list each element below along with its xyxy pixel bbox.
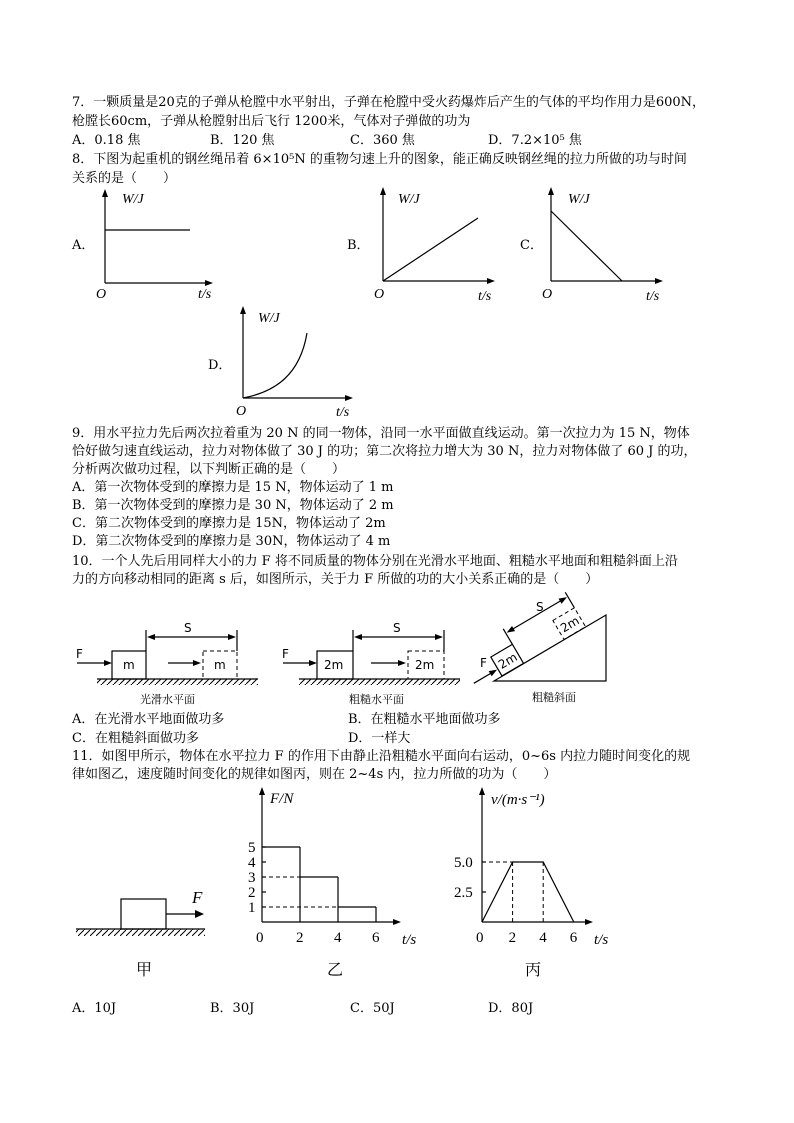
graph-c-ylabel: W/J xyxy=(568,192,590,207)
f-t-ytick-label-3: 3 xyxy=(248,870,256,886)
q9-line1: 9．用水平拉力先后两次拉着重为 20 N 的同一物体，沿同一水平面做直线运动。第一次拉力为 15 N，物体 xyxy=(72,426,690,441)
q10-line2: 力的方向移动相同的距离 s 后，如图所示，关于力 F 所做的功的大小关系正确的是（ ） xyxy=(72,572,599,587)
q7-option-b: B．120 焦 xyxy=(210,133,275,148)
q9-option-b: B．第一次物体受到的摩擦力是 30 N，物体运动了 2 m xyxy=(72,498,394,513)
block-2m-start-label: 2m xyxy=(324,658,344,672)
v-t-xtick-label-4: 4 xyxy=(539,930,547,946)
q8-option-c: C． xyxy=(520,238,543,253)
chart-v-t-xlabel: t/s xyxy=(594,932,609,948)
q8-line2: 关系的是（ ） xyxy=(72,171,177,186)
force-label-rough: F xyxy=(282,647,289,661)
q7-option-c: C．360 焦 xyxy=(350,133,415,148)
v-t-xtick-label-2: 2 xyxy=(508,930,517,946)
chart-f-t-y-arrow xyxy=(259,787,265,795)
force-arrowhead-jia xyxy=(195,910,204,918)
q9-option-a: A．第一次物体受到的摩擦力是 15 N，物体运动了 1 m xyxy=(72,480,394,495)
v-t-ytick-label-5.0: 5.0 xyxy=(454,855,473,871)
graph-a-origin: O xyxy=(96,287,107,302)
force-label-smooth: F xyxy=(76,647,83,661)
q7-option-d: D．7.2×10⁵ 焦 xyxy=(488,133,582,148)
q11-option-c: C．50J xyxy=(350,1001,395,1016)
q10-option-d: D．一样大 xyxy=(348,731,411,746)
chart-v-t-x-arrow xyxy=(585,919,593,925)
block-m-start-label: m xyxy=(123,658,135,672)
q8-option-d: D． xyxy=(208,358,232,373)
graph-d-origin: O xyxy=(236,404,247,419)
force-label-jia: F xyxy=(192,888,203,907)
q9-option-d: D．第二次物体受到的摩擦力是 30N，物体运动了 4 m xyxy=(72,534,391,549)
chart-v-t xyxy=(454,787,608,979)
f-t-xtick-label-4: 4 xyxy=(334,930,342,946)
graph-d-ylabel: W/J xyxy=(258,311,280,326)
graph-a-xlabel: t/s xyxy=(198,287,212,302)
dist-label-smooth: S xyxy=(184,621,192,635)
ground-hatch-jia xyxy=(76,929,205,936)
q11-option-a: A．10J xyxy=(72,1001,117,1016)
q7-option-a: A．0.18 焦 xyxy=(72,133,141,148)
incline-force-label: F xyxy=(480,656,487,670)
block-m-end-label: m xyxy=(214,658,226,672)
graph-b-origin: O xyxy=(374,287,385,302)
caption-rough: 粗糙水平面 xyxy=(349,693,404,706)
q11-option-d: D．80J xyxy=(488,1001,534,1016)
v-t-series-line xyxy=(482,862,574,922)
chart-f-t-x-arrow xyxy=(393,919,401,925)
f-t-xtick-label-2: 2 xyxy=(296,930,304,946)
v-t-xtick-label-6: 6 xyxy=(569,930,578,946)
f-t-xtick-label-6: 6 xyxy=(372,930,380,946)
chart-v-t-y-arrow xyxy=(479,787,485,795)
graph-c-origin: O xyxy=(542,287,553,302)
q9-option-c: C．第二次物体受到的摩擦力是 15N，物体运动了 2m xyxy=(72,516,386,531)
q10-option-c: C．在粗糙斜面做功多 xyxy=(72,731,199,746)
graph-b-ylabel: W/J xyxy=(398,192,420,207)
caption-incline: 粗糙斜面 xyxy=(532,691,576,704)
q10-option-a: A．在光滑水平地面做功多 xyxy=(72,712,225,727)
graph-a-ylabel: W/J xyxy=(122,192,144,207)
block-jia xyxy=(121,899,166,929)
q8-option-b: B． xyxy=(347,238,370,253)
f-t-ytick-label-2: 2 xyxy=(248,885,256,901)
q8-option-a: A． xyxy=(72,238,95,253)
caption-smooth: 光滑水平面 xyxy=(140,693,195,706)
graph-d-xlabel: t/s xyxy=(336,405,350,420)
label-jia: 甲 xyxy=(136,960,153,979)
incline-dist-label: S xyxy=(536,600,544,614)
graph-b-xlabel: t/s xyxy=(478,289,492,304)
block-2m-incline-end-label: 2m xyxy=(557,613,582,636)
q11-fig-jia xyxy=(76,888,205,979)
q9-line2: 恰好做匀速直线运动，拉力对物体做了 30 J 的功；第二次将拉力增大为 30 N，拉力对物体做了 60 J 的功， xyxy=(72,444,697,459)
q10-option-b: B．在粗糙水平地面做功多 xyxy=(348,712,501,727)
v-t-ytick-label-2.5: 2.5 xyxy=(454,885,473,901)
q11-line1: 11．如图甲所示，物体在水平拉力 F 的作用下由静止沿粗糙水平面向右运动，0~6s 内拉力随时间变化的规 xyxy=(72,749,691,764)
label-yi: 乙 xyxy=(327,960,344,979)
f-t-ytick-label-5: 5 xyxy=(248,840,256,856)
graph-c-xlabel: t/s xyxy=(646,289,660,304)
block-2m-incline-start-label: 2m xyxy=(495,650,520,672)
q7-line1: 7．一颗质量是20克的子弹从枪膛中水平射出，子弹在枪膛中受火药爆炸后产生的气体的平均作用力是600N， xyxy=(72,95,706,110)
q11-option-b: B．30J xyxy=(210,1001,255,1016)
chart-f-t-zero: 0 xyxy=(256,930,264,946)
label-bing: 丙 xyxy=(525,960,542,979)
q11-line2: 律如图乙，速度随时间变化的规律如图丙，则在 2~4s 内，拉力所做的功为（ ） xyxy=(72,767,557,782)
q7-line2: 枪膛长60cm，子弹从枪膛射出后飞行 1200米，气体对子弹做的功为 xyxy=(72,114,471,129)
chart-v-t-zero: 0 xyxy=(476,930,484,946)
q8-line1: 8．下图为起重机的钢丝绳吊着 6×10⁵N 的重物匀速上升的图象，能正确反映钢丝绳的拉力所做的功与时间 xyxy=(72,152,687,167)
f-t-ytick-label-4: 4 xyxy=(248,855,256,871)
q10-line1: 10．一个人先后用同样大小的力 F 将不同质量的物体分别在光滑水平地面、粗糙水平地面和粗糙斜面上沿 xyxy=(72,554,678,569)
chart-f-t xyxy=(248,787,416,979)
block-2m-end-label: 2m xyxy=(415,658,435,672)
f-t-ytick-label-1: 1 xyxy=(248,900,256,916)
dist-label-rough: S xyxy=(393,621,401,635)
chart-f-t-xlabel: t/s xyxy=(402,932,417,948)
chart-f-t-ylabel: F/N xyxy=(270,791,294,807)
q9-line3: 分析两次做功过程，以下判断正确的是（ ） xyxy=(72,462,346,477)
chart-v-t-ylabel: v/(m·s⁻¹) xyxy=(491,792,545,808)
